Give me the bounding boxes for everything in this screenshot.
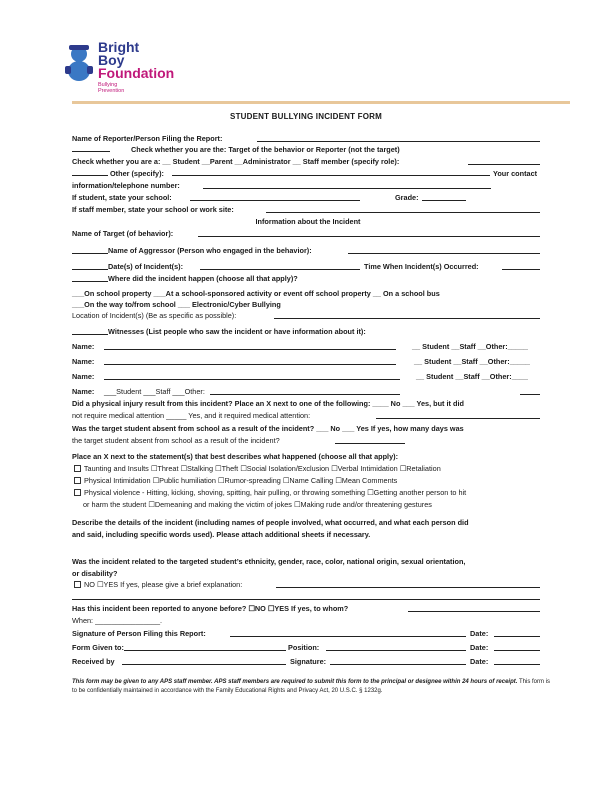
when-field[interactable]: When: ________________.	[72, 616, 163, 625]
received-by-label: Received by	[72, 657, 115, 666]
received-by-field[interactable]	[122, 664, 286, 665]
if-student-label: If student, state your school:	[72, 193, 172, 202]
info-heading: Information about the Incident	[255, 217, 361, 226]
aggressor-field[interactable]	[348, 253, 540, 254]
time-label: Time When Incident(s) Occurred:	[364, 262, 479, 271]
noyes-row[interactable]	[74, 580, 546, 590]
explanation-field-2[interactable]	[72, 599, 540, 600]
date-field-1[interactable]	[494, 636, 540, 637]
option-row-3-text: Physical violence - Hitting, kicking, shoving, spitting, hair pulling, or throwing something ☐Getting another person to hit	[84, 488, 467, 497]
to-whom-field[interactable]	[408, 611, 540, 612]
checkbox[interactable]	[74, 489, 81, 496]
check-target-row: Check whether you are the: Target of the behavior or Reporter (not the target)	[131, 145, 400, 154]
witness-1-field[interactable]	[104, 349, 396, 350]
position-field[interactable]	[326, 650, 466, 651]
describe-label-2: and said, including specific words used). Please attach additional sheets if necessary.	[72, 530, 371, 539]
dates-field[interactable]	[200, 269, 360, 270]
mascot-icon	[62, 44, 96, 84]
reporter-label: Name of Reporter/Person Filing the Report:	[72, 134, 223, 143]
footer-note	[72, 678, 552, 696]
name-target-label: Name of Target (of behavior):	[72, 229, 174, 238]
witness-4-role: ___Student ___Staff ___Other:	[104, 387, 205, 396]
option-row-3b: or harm the student ☐Demeaning and making the victim of jokes ☐Making rude and/or threatening gestures	[83, 500, 432, 509]
checkbox[interactable]	[74, 477, 81, 484]
witness-1-label: Name:	[72, 342, 95, 351]
reporter-field[interactable]	[257, 141, 540, 142]
date-field-2[interactable]	[494, 650, 540, 651]
form-given-label: Form Given to:	[72, 643, 124, 652]
witness-4-extra-field[interactable]	[520, 394, 540, 395]
form-title: STUDENT BULLYING INCIDENT FORM	[230, 112, 382, 121]
logo-line-3: Foundation	[98, 65, 175, 81]
time-field[interactable]	[502, 269, 540, 270]
form-given-field[interactable]	[124, 650, 286, 651]
target-field[interactable]	[198, 236, 540, 237]
footer-plain: This form is to be confidentially maintained in accordance with the Family Educational Rights and Privacy Act, 20 U.S.C. § 1232g.	[72, 679, 550, 694]
aggressor-label: Name of Aggressor (Person who engaged in the behavior):	[108, 246, 312, 255]
if-staff-label: If staff member, state your school or work site:	[72, 205, 234, 214]
option-row-2[interactable]	[74, 476, 546, 486]
signature-filing-label: Signature of Person Filing this Report:	[72, 629, 206, 638]
option-row-1[interactable]	[74, 464, 546, 474]
option-row-2-text: Physical Intimidation ☐Public humiliation ☐Rumor-spreading ☐Name Calling ☐Mean Comments	[84, 476, 398, 485]
witness-2-field[interactable]	[104, 364, 396, 365]
option-row-3[interactable]	[74, 488, 546, 498]
location-label: Location of Incident(s) (Be as specific as possible):	[72, 311, 237, 320]
witness-3-label: Name:	[72, 372, 95, 381]
date-label-3: Date:	[470, 657, 489, 666]
where-check-field[interactable]	[72, 281, 108, 282]
aggressor-check-field[interactable]	[72, 253, 108, 254]
on-school-row: ___On school property ___At a school-sponsored activity or event off school property __ On a school bus	[72, 289, 440, 298]
contact-field[interactable]	[203, 188, 491, 189]
header-rule	[72, 101, 570, 104]
checkbox[interactable]	[74, 465, 81, 472]
witness-check-field[interactable]	[72, 334, 108, 335]
grade-label: Grade:	[395, 193, 419, 202]
contact-info-label: information/telephone number:	[72, 181, 180, 190]
witnesses-label: Witnesses (List people who saw the incident or have information about it):	[108, 327, 366, 336]
date-label-1: Date:	[470, 629, 489, 638]
reported-question: Has this incident been reported to anyone before? ☐NO ☐YES If yes, to whom?	[72, 604, 349, 613]
your-contact-label: Your contact	[493, 169, 538, 178]
where-label: Where did the incident happen (choose all that apply)?	[108, 274, 298, 283]
work-site-field[interactable]	[266, 212, 540, 213]
place-x-label: Place an X next to the statement(s) that best describes what happened (choose all that apply):	[72, 452, 398, 461]
witness-4-label: Name:	[72, 387, 95, 396]
witness-3-role: __ Student __Staff __Other:____	[416, 372, 528, 381]
dates-label: Date(s) of Incident(s):	[108, 262, 183, 271]
role-field[interactable]	[468, 164, 540, 165]
reporter-row	[72, 134, 544, 144]
checkbox[interactable]	[74, 581, 81, 588]
witness-3-field[interactable]	[104, 379, 400, 380]
other-check-field[interactable]	[72, 175, 108, 176]
logo-tagline: Bullying Prevention	[98, 82, 125, 94]
target-check-field[interactable]	[72, 151, 110, 152]
position-label: Position:	[288, 643, 320, 652]
absent-question-2: the target student absent from school as a result of the incident?	[72, 436, 280, 445]
noyes-text: NO ☐YES If yes, please give a brief explanation:	[84, 580, 243, 589]
explanation-field[interactable]	[276, 587, 540, 588]
location-field[interactable]	[274, 318, 540, 319]
injury-question-2: not require medical attention _____ Yes, and it required medical attention:	[72, 411, 311, 420]
witness-2-role: __ Student __Staff __Other:_____	[414, 357, 530, 366]
absent-days-field[interactable]	[335, 443, 405, 444]
logo-line-1: Bright	[98, 39, 140, 55]
other-specify-field[interactable]	[172, 175, 490, 176]
related-question-2: or disability?	[72, 569, 118, 578]
on-way-row: ___On the way to/from school ___ Electronic/Cyber Bullying	[72, 300, 281, 309]
school-field[interactable]	[190, 200, 360, 201]
other-specify-label: Other (specify):	[110, 169, 164, 178]
witness-1-role: __ Student __Staff __Other:_____	[412, 342, 528, 351]
date-field-3[interactable]	[494, 664, 540, 665]
witness-2-label: Name:	[72, 357, 95, 366]
witness-4-field[interactable]	[210, 394, 400, 395]
check-role-row: Check whether you are a: __ Student __Parent __Administrator __ Staff member (specify role):	[72, 157, 400, 166]
grade-field[interactable]	[422, 200, 466, 201]
medical-attention-field[interactable]	[376, 418, 540, 419]
related-question-1: Was the incident related to the targeted student’s ethnicity, gender, race, color, national origin, sexual orientation,	[72, 557, 466, 566]
signature-label: Signature:	[290, 657, 327, 666]
absent-question: Was the target student absent from school as a result of the incident? ___ No ___ Yes If yes, how many days was	[72, 424, 464, 433]
logo-line-2: Boy	[98, 52, 125, 68]
describe-label-1: Describe the details of the incident (including names of people involved, what occurred, and what each person did	[72, 518, 469, 527]
dates-check-field[interactable]	[72, 269, 108, 270]
option-row-1-text: Taunting and Insults ☐Threat ☐Stalking ☐Theft ☐Social Isolation/Exclusion ☐Verbal Intimidation ☐Retaliation	[83, 464, 441, 473]
footer-italic: This form may be given to any APS staff member. APS staff members are required to submit this form to the principal or designee within 24 hours of receipt.	[72, 679, 518, 685]
signature-filing-field[interactable]	[230, 636, 466, 637]
date-label-2: Date:	[470, 643, 489, 652]
foundation-logo	[62, 40, 192, 92]
signature-field[interactable]	[330, 664, 466, 665]
injury-question: Did a physical injury result from this incident? Place an X next to one of the following: ____ No ___ Yes, but it did	[72, 399, 464, 408]
